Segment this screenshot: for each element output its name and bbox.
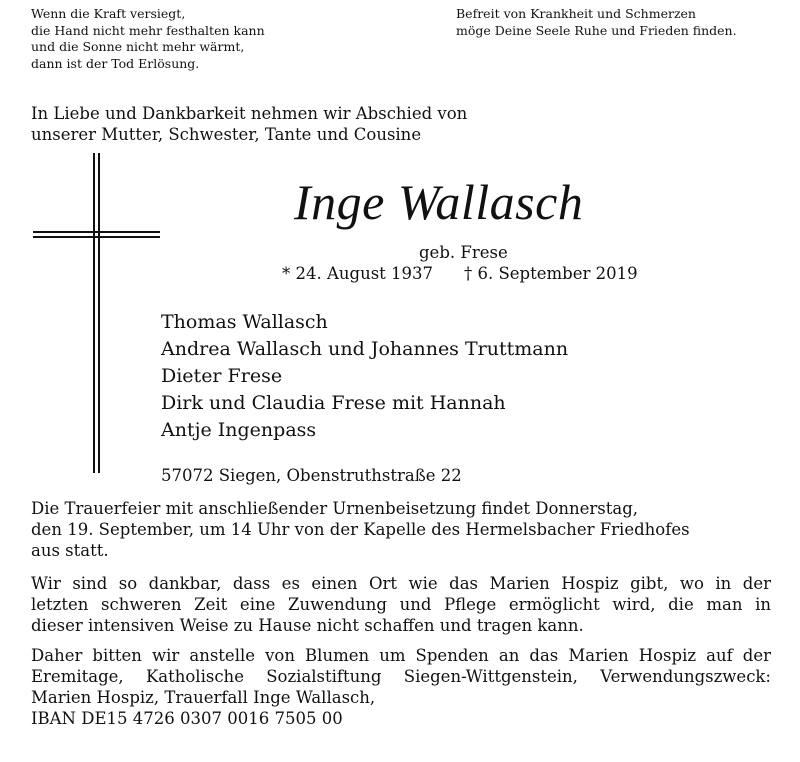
thanks-line: Wir sind so dankbar, dass es einen Ort wie das Marien Hospiz gibt, wo in der [31,574,771,593]
funeral-line: aus statt. [31,541,109,560]
poem-left-line: dann ist der Tod Erlösung. [31,55,200,71]
intro-text [31,103,467,145]
poem-left-line: und die Sonne nicht mehr wärmt, [31,39,245,54]
intro-line: unserer Mutter, Schwester, Tante und Cousine [31,125,422,144]
birth-date: * 24. August 1937 [282,264,434,283]
thanks-line: letzten schweren Zeit eine Zuwendung und Pflege ermöglicht wird, die man in [31,595,771,614]
donation-line: Marien Hospiz, Trauerfall Inge Wallasch, [31,688,376,707]
poem-right [456,6,737,39]
donation-line: Daher bitten wir anstelle von Blumen um Spenden an das Marien Hospiz auf der [31,646,771,665]
mourners-list [161,309,568,444]
mourner-name: Dieter Frese [161,365,283,387]
mourner-name: Antje Ingenpass [161,419,317,441]
thanks-line: dieser intensiven Weise zu Hause nicht schaffen und tragen kann. [31,616,584,635]
mourner-name: Dirk und Claudia Frese mit Hannah [161,392,506,414]
poem-left-line: Wenn die Kraft versiegt, [31,6,186,21]
poem-right-line: möge Deine Seele Ruhe und Frieden finden. [456,22,737,38]
intro-line: In Liebe und Dankbarkeit nehmen wir Abschied von [31,104,468,123]
funeral-line: Die Trauerfeier mit anschließender Urnenbeisetzung findet Donnerstag, [31,499,639,518]
death-date: † 6. September 2019 [464,264,638,283]
birth-name: geb. Frese [419,243,508,262]
funeral-info [31,498,690,561]
funeral-line: den 19. September, um 14 Uhr von der Kapelle des Hermelsbacher Friedhofes [31,520,690,539]
donation-iban: IBAN DE15 4726 0307 0016 7505 00 [31,709,343,728]
poem-right-line: Befreit von Krankheit und Schmerzen [456,6,696,21]
thanks-text [31,573,771,636]
deceased-name: Inge Wallasch [294,174,584,230]
donation-text [31,645,771,729]
poem-left-line: die Hand nicht mehr festhalten kann [31,22,265,38]
poem-left [31,6,265,72]
mourner-name: Andrea Wallasch und Johannes Truttmann [161,338,569,360]
address: 57072 Siegen, Obenstruthstraße 22 [161,466,462,485]
donation-line: Eremitage, Katholische Sozialstiftung Siegen-Wittgenstein, Verwendungszweck: [31,667,771,686]
mourner-name: Thomas Wallasch [161,311,328,333]
